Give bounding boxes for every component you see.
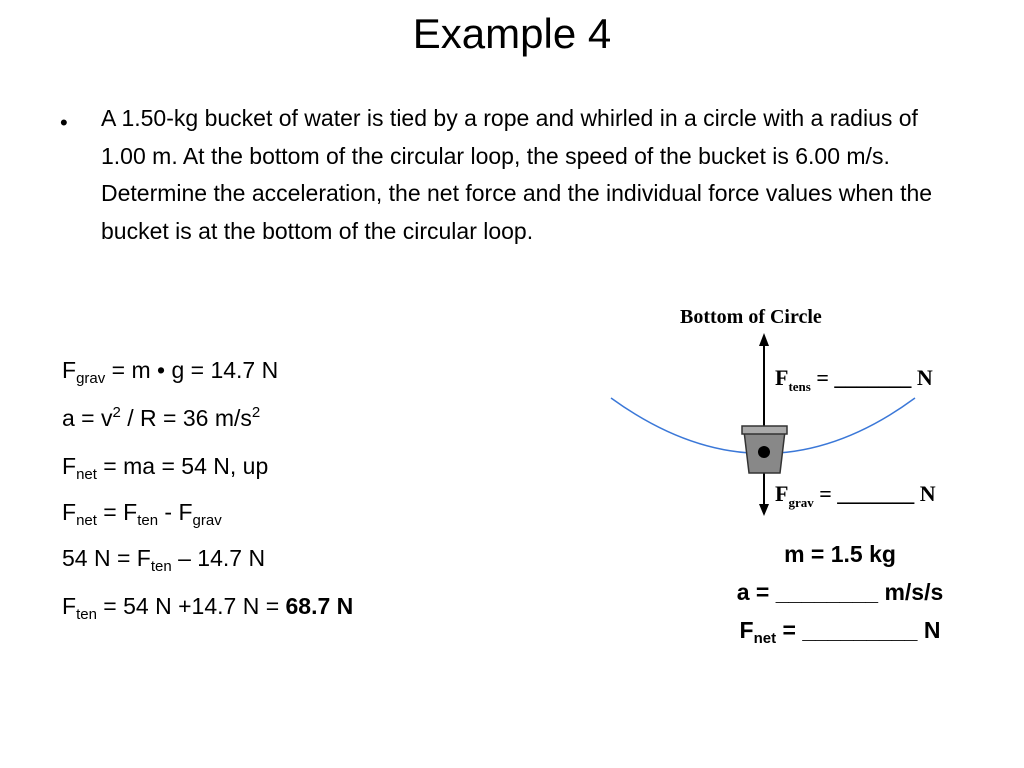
equation-ften-result (62, 591, 353, 621)
slide-title: Example 4 (412, 10, 612, 57)
equation-subscript: net (76, 466, 97, 483)
equation-f: F (62, 499, 77, 525)
label-subscript: grav (788, 495, 814, 510)
label-blank: = _______ N (813, 481, 936, 506)
equation-acceleration (62, 403, 260, 433)
diagram-heading: Bottom of Circle (680, 306, 822, 328)
equation-text: / R = 36 m/s (120, 405, 252, 431)
equation-text: = ma = 54 N, up (96, 453, 269, 479)
equation-subscript: grav (76, 370, 106, 387)
gravity-label (775, 481, 936, 510)
equation-subscript: ten (150, 558, 172, 575)
equation-subscript: ten (137, 512, 159, 529)
bucket-diagram (605, 295, 985, 525)
given-mass: m = 1.5 kg (784, 541, 896, 567)
given-acceleration: a = ________ m/s/s (736, 579, 944, 605)
bullet-marker: • (60, 110, 68, 135)
equation-f: F (62, 593, 77, 619)
bucket-center-dot (758, 446, 770, 458)
gravity-arrowhead (759, 504, 769, 516)
equation-text: = F (96, 499, 138, 525)
tension-arrowhead (759, 333, 769, 346)
label-f: F (775, 481, 789, 506)
equation-answer: 68.7 N (285, 593, 354, 619)
label-blank: = _______ N (810, 365, 933, 390)
bucket-rim (742, 426, 787, 434)
equation-subscript: grav (192, 512, 222, 529)
tension-label (775, 365, 933, 394)
label-f: F (775, 365, 789, 390)
given-fnet (690, 615, 990, 645)
equation-text: = m • g = 14.7 N (105, 357, 279, 383)
equation-text: = 54 N +14.7 N = (96, 593, 286, 619)
equation-text: - F (158, 499, 193, 525)
given-f: F (739, 617, 754, 643)
equation-fnet (62, 451, 268, 481)
equation-subscript: ten (76, 606, 97, 623)
equation-fgrav (62, 355, 278, 385)
equation-ften-solve (62, 543, 265, 573)
equation-text: a = v (62, 405, 113, 431)
given-subscript: net (753, 630, 777, 647)
problem-statement: A 1.50-kg bucket of water is tied by a rope and whirled in a circle with a radius of 1.00 m. At the bottom of the circular loop, the speed of the bucket is 6.00 m/s. Determine the acceleration, the net force and the individual force values when the bucket is at the bottom of the circular loop. (101, 105, 933, 244)
equation-f: F (62, 453, 77, 479)
equation-subscript: net (76, 512, 97, 529)
equation-text: 54 N = F (62, 545, 151, 571)
equation-text: – 14.7 N (171, 545, 266, 571)
given-text: = _________ N (776, 617, 941, 643)
equation-superscript: 2 (251, 404, 261, 421)
equation-f: F (62, 357, 77, 383)
equation-fnet-sum (62, 497, 222, 527)
label-subscript: tens (788, 379, 811, 394)
equation-superscript: 2 (112, 404, 121, 421)
